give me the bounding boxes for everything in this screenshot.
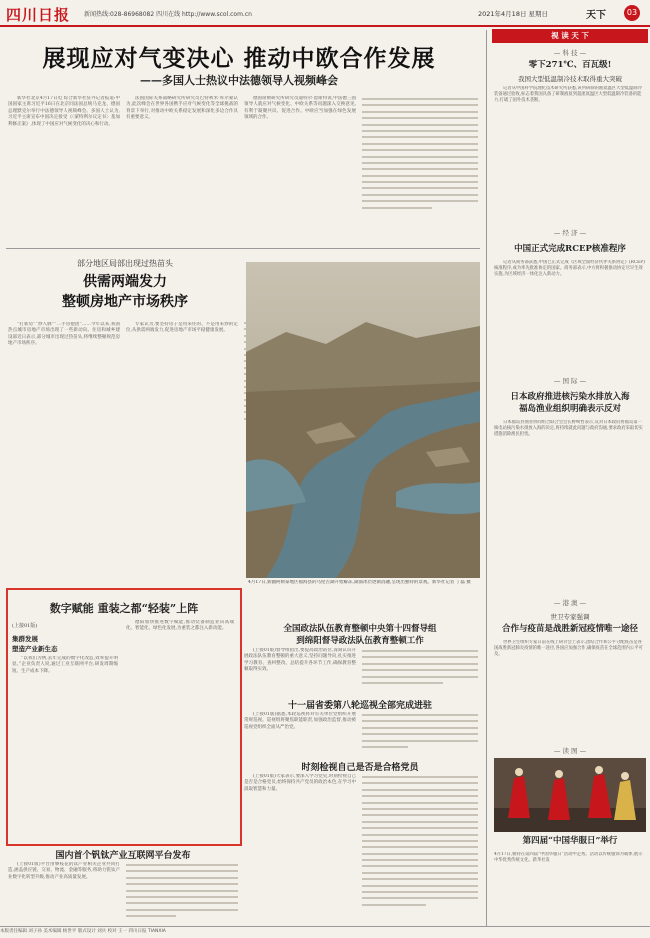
sidebar-econ-label: — 经 济 — [553, 229, 587, 237]
article6-body-col-2 [362, 776, 478, 924]
sidebar-photo [494, 758, 646, 832]
sidebar-hk-headline: 合作与疫苗是战胜新冠疫情唯一途径 [501, 624, 638, 634]
lead-body-col-4 [362, 98, 478, 244]
article2-headline-2: 整顿房地产市场秩序 [62, 294, 188, 310]
sidebar-hk-subhead: 世卫专家强调 [550, 613, 590, 621]
box-highlight-1: 集群发展 [12, 635, 38, 643]
masthead-rule [0, 25, 650, 27]
section-name: 天下 [586, 10, 606, 21]
sidebar-intl-body: 日本福岛县渔业协同组合联合会会长野崎哲表示,反对日本政府将福岛第一核电站核污染水排放入海的决定,将持续就此问题与政府沟通,要求政府采取切实措施消除渔民担忧。 [494, 420, 643, 438]
photo-caption: 4月17日,新疆阿勒泰地区福海县的乌伦古湖开始解冻,湖面冰层逐渐消融,呈现出独特的景观。新华社记者 丁磊 摄 [248, 580, 471, 585]
article2-body-col-1: “打新房”“炒人脉”“二手房抱团”……今年以来,我国热点城市房地产市场出现了一些新动向。住房和城乡建设部近日表示,部分城市出现过热苗头,将继续整顿规范房地产市场秩序。 [8, 322, 120, 347]
column-divider [486, 30, 487, 926]
article6-body: (上接01版)大家表示,要深入学习党史,时刻检视自己是否是合格党员,始终保持共产党员的政治本色,在学习中汲取智慧和力量。 [244, 774, 356, 792]
footer-rule [0, 926, 650, 927]
sidebar-tech-subhead: 我国大型低温制冷技术取得重大突破 [518, 75, 622, 83]
section-rule [6, 248, 480, 249]
sidebar-read-headline: 第四届“中国华服日”举行 [522, 836, 618, 846]
article2-headline-1: 供需两端发力 [83, 274, 167, 290]
boxed-article [6, 588, 242, 846]
sidebar-econ-headline: 中国正式完成RCEP核准程序 [514, 244, 626, 254]
sidebar-hk-body: 世界卫生组织专家日前在线上研讨会上表示,团结合作和公平分配疫苗是各国战胜新冠肺炎疫情的唯一途径,各国应加强合作,确保疫苗在全球范围内公平可及。 [494, 640, 643, 658]
river-landscape-image [246, 262, 480, 578]
newspaper-logo: 四川日报 [6, 6, 71, 24]
article4-body: (上接01版)督导组指出,要提高政治站位,深刻认识开展政法队伍教育整顿的重大意义,坚持问题导向,扎实推进学习教育、查纠整改、总结提升各环节工作,确保教育整顿取得实效。 [244, 648, 356, 673]
article4-body-col-2 [362, 650, 478, 694]
sidebar-read-caption: 4月17日,模特在第四届“中国华服日”活动中走秀。活动以传统服饰为载体,展示中华优秀传统文化。新华社发 [494, 852, 643, 864]
box-dateline: (上接01版) [12, 623, 38, 629]
box-highlight-2: 塑造产业新生态 [12, 645, 58, 653]
article7-headline: 国内首个钒钛产业互联网平台发布 [55, 851, 191, 861]
lead-body-col-3: 德国席勒研究所研究员迪特尔·恩斯特说,中法德三国领导人就应对气候变化、中欧关系等问题深入交换意见,有利于凝聚共识、促进合作。中欧应当加强在绿色发展领域的合作。 [244, 96, 356, 121]
article6-headline: 时刻检视自己是否是合格党员 [301, 763, 419, 773]
sidebar-intl-headline-1: 日本政府推进核污染水排放入海 [510, 392, 630, 402]
article5-body: (上接01版)据悉,本轮巡视将对有关单位党组织开展常规巡视。巡视组将聚焦职能职责,加强政治监督,推动被巡视党组织全面从严治党。 [244, 712, 356, 730]
river-photo [246, 262, 480, 578]
sidebar-banner: 视 读 天 下 [492, 29, 648, 43]
lead-headline: 展现应对气变决心 推动中欧合作发展 [42, 45, 436, 72]
masthead [0, 0, 650, 26]
article4-headline-1: 全国政法队伍教育整顿中央第十四督导组 [283, 624, 437, 634]
sidebar-econ-body: 记者从商务部获悉,中国已正式完成《区域全面经济伙伴关系协定》(RCEP)核准程序,成为率先批准协定的国家。商务部表示,中方将积极推动协定尽早生效实施,为区域经济一体化注入新动力。 [494, 260, 645, 278]
lead-body-col-2: 法国国际关系战略研究所研究员巴特利米·库尔蒙认为,此次峰会在世界各国携手应对气候变化等全球挑战的背景下举行,对推动中欧关系稳定发展和深化多边合作具有重要意义。 [126, 96, 238, 121]
box-body-col-2: 德阳加快推进数字赋能,推动装备制造业向高端化、智能化、绿色化发展,为重装之都注入新动能。 [126, 620, 234, 632]
box-body-col-1: “以我们为例,去年完成的数字化改造,效率提升明显。”企业负责人说,通过工业互联网平台,研发周期缩短、生产成本下降。 [12, 656, 118, 674]
sidebar-tech-headline: 零下271℃、百瓦级! [528, 60, 612, 70]
masthead-info: 新闻热线:028-86968082 四川在线 http://www.scol.com.cn [84, 11, 252, 18]
sidebar-intl-headline-2: 福岛渔业组织明确表示反对 [518, 404, 621, 414]
sidebar-tech-label: — 科 技 — [553, 49, 587, 57]
hanfu-show-image [494, 758, 646, 832]
article2-kicker: 部分地区局部出现过热苗头 [77, 259, 173, 268]
article5-headline: 十一届省委第八轮巡视全部完成进驻 [287, 701, 432, 711]
article7-body: (上接01版)平台由攀枝花钒钛产业相关企业共同打造,涵盖供应链、交易、物流、金融等服务,将助力钒钛产业数字化转型升级,推动产业高质量发展。 [8, 862, 120, 880]
sidebar-read-label: — 读 图 — [553, 747, 587, 755]
sidebar-hk-label: — 港 澳 — [553, 599, 587, 607]
box-headline: 数字赋能 重装之都“轻装”上阵 [49, 602, 199, 615]
footer-credits: 本版责任编辑 刘子孙 美术编辑 杨世平 版式设计 刘兵 校对 王一 四川日报 TIANXIA [0, 929, 166, 934]
issue-date: 2021年4月18日 星期日 [478, 10, 549, 18]
article7-body-col-2 [126, 864, 238, 924]
page-number: 03 [624, 5, 640, 21]
lead-subhead: ——多国人士热议中法德领导人视频峰会 [140, 74, 338, 87]
article2-body-col-2: 专家认为,要坚持房子是用来住的、不是用来炒的定位,从供需两端发力,促进房地产市场平稳健康发展。 [126, 322, 238, 334]
sidebar-intl-label: — 国 际 — [553, 377, 587, 385]
article4-headline-2: 到绵阳督导政法队伍教育整顿工作 [296, 636, 424, 646]
sidebar-tech-body: 记者从中国科学院理化技术研究所获悉,该所研制的液氦温区大型低温制冷装备通过验收,标志着我国具备了研制液氦到超流氦温区大型低温制冷装备的能力,打破了国外技术垄断。 [494, 86, 642, 104]
lead-body-col-1: 新华社北京4月17日电 综合新华社驻外记者报道:中国国家主席习近平16日在北京同法国总统马克龙、德国总理默克尔举行中法德领导人视频峰会。多国人士认为,习近平主席宣布中国决定接受《〈蒙特利尔议定书〉基加利修正案》,体现了中国应对气候变化的决心和行动。 [8, 96, 120, 127]
article5-body-col-2 [362, 714, 478, 754]
